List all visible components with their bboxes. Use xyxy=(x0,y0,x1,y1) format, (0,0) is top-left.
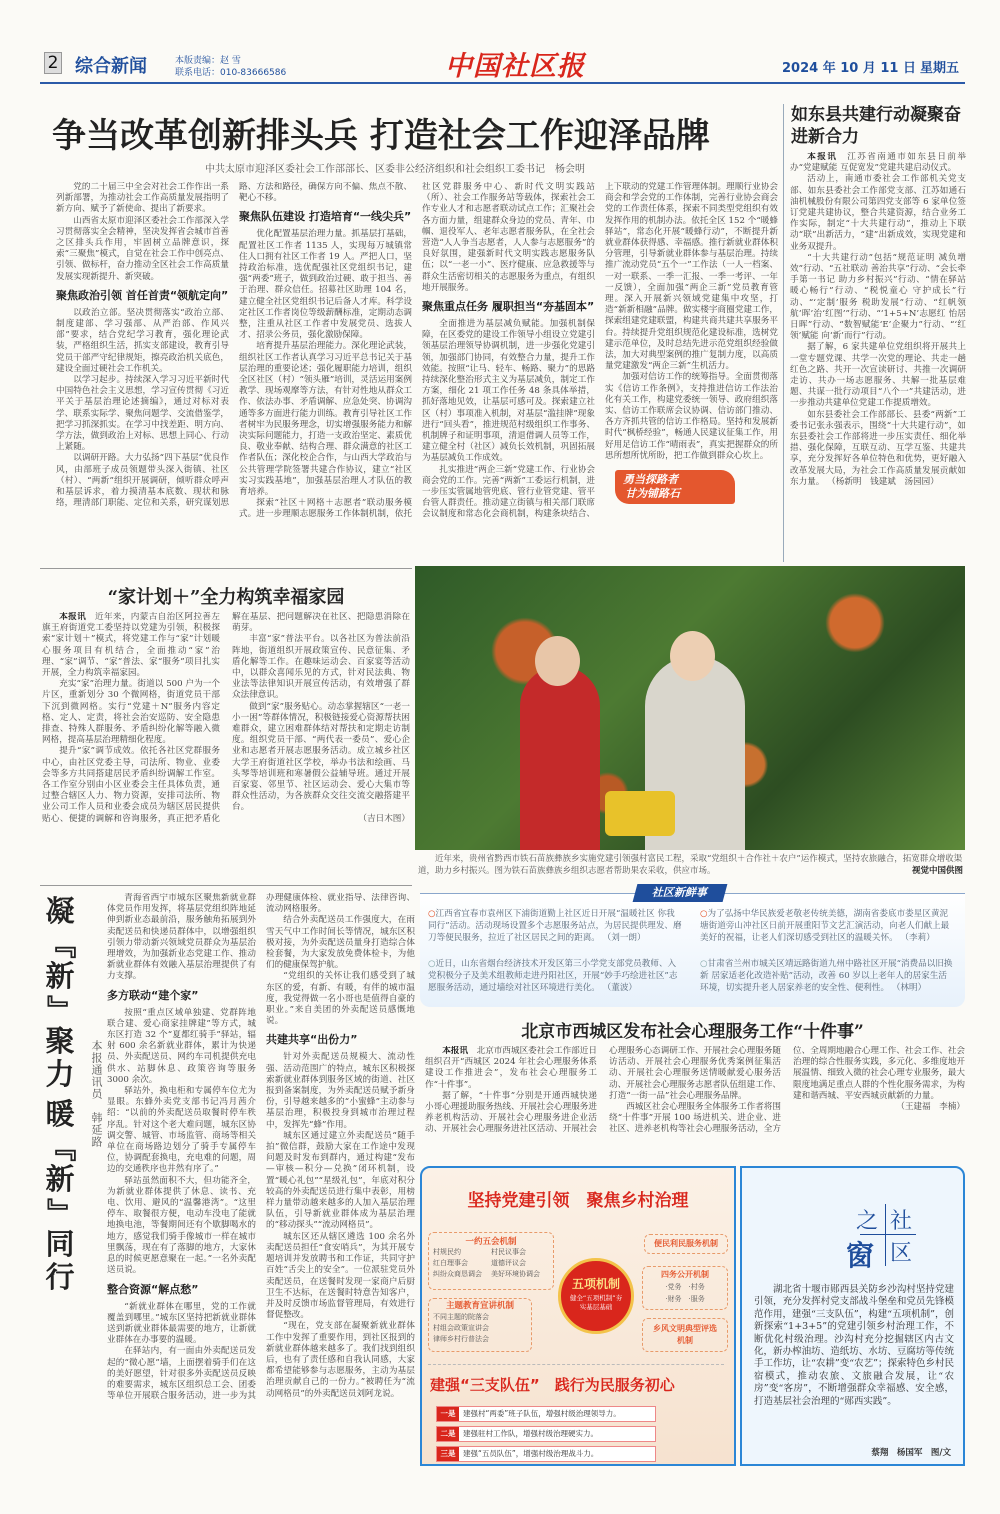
box-item: 村组会政策宣讲会 xyxy=(433,1324,489,1332)
person-left-face xyxy=(535,636,580,686)
team-row xyxy=(436,1426,656,1442)
paragraph: “十大共建行动”包括“规范证明 减负增效”行动、“五社联动 善治共享”行动、“会长牵手第一书记 助力乡村振兴”行动、“情在驿站 暖心畅行”行动、“税悦童心 守护成长”行动、“‘定制’服务 税助发展”行动、“红帆领航‘晖’治‘红图’”行动、“‘1+5+N’志愿红 怡居日晖”行动、“数智赋能‘E’企聚力”行动、“‘红领’赋能 向‘新’而行”行动。 xyxy=(790,252,966,342)
paragraph: 城东区通过建立外卖配送员“随手拍”微信群，鼓励大家在工作途中发现问题及时发布到群内，通过构建“发布—审核—积分—兑换”闭环机制，设置“暖心礼包”“星级礼包”，年底对积分较高的外卖配送员进行集中表彰，用榜样力量带动越来越多的人加入基层治理队伍，引导新就业群体成为基层治理的“移动探头”“流动网格员”。 xyxy=(266,1130,415,1231)
title-char: 『 xyxy=(43,1132,78,1162)
dashed-divider xyxy=(428,1364,724,1365)
family-article-body xyxy=(42,612,410,878)
sidebar-headline: 如东县共建行动凝聚奋进新合力 xyxy=(791,105,961,147)
row-text: 建强村“两委”班子队伍，增强村级治理领导力。 xyxy=(463,1409,621,1418)
title-char: 新 xyxy=(45,959,75,993)
paragraph: “现在，党支部在凝聚新就业群体工作中发挥了重要作用，到社区报到的新就业群体越来越多了。我们找到组织后，也有了责任感和自我认同感，大家都希望能够参与志愿服务，主动为基层治理贡献自己的一份力。”被聘任为“流动网格员”的外卖配送员刘阿龙说。 xyxy=(266,1321,415,1399)
page-number: 2 xyxy=(44,52,62,74)
row-tag: 一是 xyxy=(437,1407,459,1421)
team-row xyxy=(436,1446,656,1462)
paragraph: 江苏省南通市如东县日前举办“党建赋能 互促宽发”党建共建启动仪式。 xyxy=(790,152,966,174)
subheading: 聚焦政治引领 首任首责“领航定向” xyxy=(56,288,229,302)
paragraph: 活动上，南通市委社会工作部机关党支部、如东县委社会工作部党支部、江苏如通石油机械股份有限公司第四党支部等 6 家单位签订党建共建协议，整合共建资源，结合业务工作实际，制定“十大共建行动”，推动上下联动“联”出新活力，“建”出新成效，实现党建和业务双提升。 xyxy=(790,174,966,252)
news-text: 甘肃省兰州市城关区靖远路街道九州中路社区开展“消费品以旧换新 居家适老化改造补贴”活动，改善 60 岁以上老年人的居家生活环境，切实提升老人居家养老的安全性、便利性。 xyxy=(700,959,953,993)
mechanism-box: 便民利民服务机制 xyxy=(644,1234,728,1254)
feature-headline xyxy=(40,895,80,1293)
paragraph: 加强对信访工作的统筹指导。全面贯彻落实《信访工作条例》，支持推进信访工作法治化有关工作，构建党委统一领导、政府组织落实、信访工作联席会议协调、信访部门推动、各方齐抓共管的信访工作格局。坚持和发展新时代“枫桥经验”，畅通人民建议征集工作，用好用足信访工作“晴雨表”，真实把握群众的所思所想所忧所盼，把工作做到群众心坎上。 xyxy=(605,372,778,461)
box-title: 一约五会机制 xyxy=(465,1237,517,1247)
paragraph: 提升“家”调节成效。依托各社区党群服务中心，由社区党委主导，司法所、物业、业委会等多方共同搭建居民矛盾纠纷调解工作室。各工作室分别由小区业委会主任具体负责，通过整合辖区人力、物力资源，安排司法所、物业公司工作人员和业委会成员为辖区居民提供贴心、便捷的调解和咨询服务，真正把矛盾化解在基层、把问题解决在社区、把隐患消除在萌芽。 xyxy=(42,612,410,824)
beijing-headline: 北京市西城区发布社会心理服务工作“十件事” xyxy=(521,1022,864,1042)
editor: 本版责编：赵 雪 xyxy=(175,56,241,66)
mechanism-box xyxy=(428,1298,532,1352)
paragraph: 以政治立部。坚决贯彻落实“政治立部、制度建部、学习强部、从严治部、作风兴部”要求，结合党纪学习教育，强化理论武装，严格组织生活，抓实支部建设，教育引导党员干部严守纪律规矩，擦亮政治机关底色，建设全面过硬社会工作机关。 xyxy=(56,307,229,374)
person-right-face xyxy=(670,631,715,681)
lead-label: 本报讯 xyxy=(807,152,838,162)
paragraph: 西城区社会心理服务全体服务工作者将围绕“十件事”开展 100 场进机关、进企业、进社区、进养老机构等社会心理服务活动，全方位、全周期地融合心理工作、社会工作、社会治理的综合性服务实践，多元化、多维度地开展温情、细致入微的社会心理专业服务，最大限度地满足重点人群的个性化服务需求，为构建和谐西城、平安西城贡献新的力量。 xyxy=(609,1046,965,1135)
paragraph: “新就业群体在哪里，党的工作就覆盖到哪里。”城东区坚持把新就业群体送到新就业群体最需要的地方，让新就业群体在办事要的温暖。 xyxy=(107,1301,256,1346)
paragraph: 党的二十届三中全会对社会工作作出一系列新部署，为推动社会工作高质量发展指明了新方向、赋予了新使命、提出了新要求。 xyxy=(56,182,229,215)
box-title: 主题教育宣讲机制 xyxy=(445,1301,514,1311)
feature-article-body xyxy=(107,893,415,1507)
phone: 联系电话：010-83666586 xyxy=(175,68,287,78)
infographic-subtitle: 建强“三支队伍” 践行为民服务初心 xyxy=(430,1376,675,1394)
title-char: 同 xyxy=(45,1227,75,1261)
beijing-article-body xyxy=(425,1046,965,1162)
circle-title: 五项机制 xyxy=(571,1277,620,1291)
row-text: 建强“五员队伍”，增强村级治理战斗力。 xyxy=(463,1449,599,1458)
stamp-line: 甘为铺路石 xyxy=(625,487,680,501)
credit: （杨新明 钱建斌 汤园园） xyxy=(827,476,939,487)
section-name: 综合新闻 xyxy=(75,56,147,77)
news-author: （李莉） xyxy=(900,933,935,943)
news-item: ○甘肃省兰州市城关区靖远路街道九州中路社区开展“消费品以旧换新 居家适老化改造补贴”活动，改善 60 岁以上老年人的居家生活环境，切实提升老人居家养老的安全性、便利性。 （林明） xyxy=(700,959,953,993)
rule xyxy=(40,568,412,569)
paragraph: 丰富“家”普法平台。以各社区为普法前沿阵地，街道组织开展政策宣传、民意征集、矛盾化解等工作。在趣味运动会、百家宴等活动中，以群众喜闻乐见的方式，针对民法典、物业法等法律知识开展宣传活动，有效增强了群众法律意识。 xyxy=(232,634,410,701)
page-header xyxy=(40,50,965,84)
paragraph: 探索“社区＋网格＋志愿者”联动服务模式。进一步理顺志愿服务工作体制机制，依托社区党群服务中心、新时代文明实践站（所）、社会工作服务站等载体，探索社会工作专业人才和志愿者联动试点工作；汇聚社会各方面力量，组建群众身边的党员、青年、巾帼、退役军人、老年志愿者服务队，在全社会营造“人人争当志愿者，人人参与志愿服务”的良好氛围，建强新时代文明实践志愿服务队伍；以“一老一小”、医疗健康、应急救援等与群众生活密切相关的志愿服务为重点，有组织地开展服务。 xyxy=(239,182,595,520)
box-item: 村规民约 xyxy=(433,1248,461,1256)
mechanism-box: 四务公开机制 ·党务 ·村务 ·财务 ·服务 xyxy=(642,1266,728,1310)
window-credit: 蔡翔 杨国军 图/文 xyxy=(871,1448,951,1458)
row-text: 建强驻村工作队，增强村级治理硬实力。 xyxy=(463,1429,598,1438)
paragraph: 近年来，内蒙古自治区阿拉善左旗王府街道党工委坚持以党建为引领，积极探索“家计划＋”模式，将党建工作与“家”计划暖心服务项目有机结合，全面推动“家”治理、“家”调节、“家”普法、家“服务”项目扎实开展，全力构筑幸福家园。 xyxy=(42,612,220,679)
feature-byline: 本报通讯员 韩延路 xyxy=(90,1040,103,1148)
paragraph: 培育提升基层治理能力。深化理论武装，组织社区工作者认真学习习近平总书记关于基层治理的重要论述；强化履职能力培训，组织全区社区（村）“领头雁”培训，灵活运用案例教学、现场观摩等方法，有针对性地从群众工作、依法办事、矛盾调解、应急处突、协调沟通等多方面进行能力训练。教育引导社区工作者树牢为民服务理念，切实增强服务能力和解决实际问题能力，打造一支政治坚定、素质优良、敬业奉献、结构合理、群众满意的社区工作者队伍；深化校企合作，与山西大学政治与公共管理学院签署共建合作协议，建立“社区实习实践基地”，加强基层治理人才队伍的教育培养。 xyxy=(239,341,412,498)
paragraph: 城东区还从辖区遴选 100 余名外卖配送员担任“食安哨兵”，为其开展专题培训并发放聘书和工作证，共同守护百姓“舌尖上的安全”。一位派驻党员外卖配送员，在送餐时发现一家商户后厨卫生不达标，在送餐时特意告知客户，并及时反馈市场监督管理局，有效进行督促整改。 xyxy=(266,1231,415,1321)
photo-credit: 视觉中国供图 xyxy=(911,866,963,876)
logo-char: 区 xyxy=(890,1241,913,1266)
title-char: 暖 xyxy=(45,1097,75,1131)
paragraph: 青海省西宁市城东区聚焦新就业群体党员作用发挥，将基层党组织阵地延伸到新业态最前沿，服务触角拓展到外卖配送员和快递员群体中，以增强组织引领力带动新兴领域党员群众为基层治理增效，为加强新业态党建工作、推动新就业群体有效融入基层治理提供了有力支撑。 xyxy=(107,893,256,982)
subheading: 整合资源“解点愁” xyxy=(107,1282,199,1296)
paragraph: 据了解，6 家共建单位党组织将开展共上一堂专题党课、共学一次党的理论、共走一趟红色之路、共开一次宣读研讨、共推一次调研走访、共办一场志愿服务、共解一批基层难题、共谋一批行动项目“八个一”共建活动，进一步推动共建单位党建工作提质增效。 xyxy=(790,342,966,409)
box-title: 四务公开机制 xyxy=(661,1270,709,1279)
paragraph: 北京市西城区委社会工作部近日组织召开“西城区 2024 年社会心理服务体系建设工作推进会”，发布社会心理服务工作“十件事”。 xyxy=(425,1046,597,1090)
person-left xyxy=(520,666,600,850)
lead-label: 本报讯 xyxy=(59,612,87,622)
main-headline: 争当改革创新排头兵 打造社会工作迎泽品牌 xyxy=(52,116,710,156)
weekday: 星期五 xyxy=(920,61,960,76)
paragraph: 针对外卖配送员规模大、流动性强、活动范围广的特点，城东区积极探索新就业群体到服务区域的街道、社区报到备案制度，为外卖配送员赋予新身份，引导越来越多的“小蜜蜂”主动参与基层治理，积极投身到城市治理过程中，发挥先“蜂”作用。 xyxy=(266,1052,415,1130)
sidebar-article-body xyxy=(790,152,966,564)
box-item: 纠纷众商恳调会 xyxy=(433,1270,482,1278)
credit: （王建福 李楠） xyxy=(896,1102,965,1113)
fruit-basket xyxy=(605,791,675,836)
lead-label: 本报讯 xyxy=(442,1046,468,1056)
paragraph: 做到“家”服务贴心。动态掌握辖区“一老一小一困”等群体情况，积极链接爱心资源帮扶困难群众，建立困难群体结对帮扶和定期走访制度。组织党员干部、“两代表一委员”、爱心企业和志愿者开展志愿服务活动。成立城乡社区大学王府街道社区学校，举办书法和绘画、马头琴等培训班和寒暑假公益辅导班。通过开展百家宴、邻里节、社区运动会、爱心大集市等群众性活动，为各族群众交往交流交融搭建平台。 xyxy=(232,701,410,813)
news-item: ○为了弘扬中华民族爱老敬老传统美德，湖南省娄底市娄星区黄泥塘街道旁山冲社区日前开展重阳节文艺汇演活动，向老人们献上最美好的祝福，让老人们深切感受到社区的温暖关怀。 （李莉） xyxy=(700,909,950,943)
paragraph: 在驿站内，有一面由外卖配送员发起的“微心愿”墙，上面摆着骑手们在这的美好愿望，针对很多外卖配送员反映的难要需求，城东区组织总工会、团委等单位开展联合服务活动，进一步为其办理健康体检、就业指导、法律咨询、流动网格服务。 xyxy=(107,893,415,1402)
box-item: 党务 xyxy=(667,1283,682,1291)
box-item: 财务 xyxy=(667,1295,682,1303)
paragraph: 据了解，“十件事”分别是开通西城快递小哥心理援助服务热线、开展社会心理服务进养老机构活动、开展社会心理服务进企业活动、开展社会心理服务进社区活动、开展社会心理服务心态调研工作、开展社会心理服务随访活动、开展社会心理服务优秀案例征集活动、开展社会心理服务送情暖献爱心服务活动、开展社会心理服务志愿者队伍组建工作、打造“一街一品”社会心理服务品牌。 xyxy=(425,1046,781,1135)
box-item: 服务 xyxy=(690,1295,705,1303)
circle-subtitle: 健全“五项机制”夯实基层基础 xyxy=(569,1294,623,1311)
paragraph: 全面推进为基层减负赋能。加强机制保障，在区委党的建设工作领导小组设立党建引领基层治理领导协调机制，进一步强化党建引领，加强部门协同，有效整合力量，提升工作效能。按照“让马、轻车、畅路、聚力”的思路持续深化整治形式主义为基层减负，制定工作方案，细化 21 项工作任务 48 条具体举措，抓好落地见效，让基层可感可及。探索建立社区（村）事项准入机制，对基层“滥挂牌”现象进行“回头看”，推进规范村级组织工作事务、机制牌子和证明事项，清退借调人员等工作，建立健全村（社区）减负长效机制，巩固拓展为基层减负工作成效。 xyxy=(422,319,595,464)
title-char: 』 xyxy=(43,1197,78,1227)
subheading: 聚焦重点任务 履职担当“夯基固本” xyxy=(422,300,595,314)
news-text: 为了弘扬中华民族爱老敬老传统美德，湖南省娄底市娄星区黄泥塘街道旁山冲社区日前开展重阳节文艺汇演活动，向老人们献上最美好的祝福，让老人们深切感受到社区的温暖关怀。 xyxy=(700,909,950,943)
harvest-photo xyxy=(415,566,965,850)
team-row xyxy=(436,1406,656,1422)
infographic-title: 坚持党建引领 聚焦乡村治理 xyxy=(467,1191,689,1211)
title-char: 聚 xyxy=(45,1024,75,1058)
logo-char: 窗 xyxy=(846,1239,875,1272)
paragraph: “党组织的关怀让我们感受到了城东区的爱，有新、有暖，有伴的城市温度，我觉得做一名小哥也是值得自豪的职业。”来自美团的外卖配送员感慨地说。 xyxy=(266,971,415,1027)
family-headline: “家计划＋”全力构筑幸福家园 xyxy=(107,587,345,608)
window-text: 湖北省十堰市郧西县关防乡沙沟村坚持党建引领，充分发挥村党支部战斗堡垒和党员先锋模范作用，建强“三支队伍”，构建“五项机制”，创新探索“1+3+5”的党建引领乡村治理工作，不断优化村级治理。沙沟村充分挖掘辖区内古文化，新办榨油坊、造纸坊、水坊、豆腐坊等传统手工作坊，让“农耕”变“农艺”；探索特色乡村民宿模式，推动农旅、文旅融合发展，让“农房”变“客房”，不断增强群众幸福感、安全感，打造基层社会治理的“郧西实践”。 xyxy=(754,1284,954,1407)
governance-infographic xyxy=(420,1166,736,1466)
news-author: （董波） xyxy=(602,983,638,993)
paragraph: 如东县委社会工作部部长、县委“两新”工委书记张永强表示，围绕“十大共建行动”，如东县委社会工作部将进一步压实责任、细化举措、强化保障，互联互动、互学互鉴、共建共享，充分发挥好各单位特色和优势，更好融入改革发展大局，为社会工作高质量发展贡献如东力量。 xyxy=(790,409,966,487)
community-news-banner: 社区新鲜事 xyxy=(633,884,728,902)
subheading: 聚焦队伍建设 打造培育“一线尖兵” xyxy=(239,210,412,224)
subheading: 多方联动“建个家” xyxy=(107,988,199,1002)
box-item: 美好环境协调会 xyxy=(491,1270,540,1278)
row-tag: 二是 xyxy=(437,1427,459,1441)
window-logo xyxy=(846,1204,922,1274)
box-item: 红白理事会 xyxy=(433,1259,468,1267)
photo-caption xyxy=(418,853,963,877)
rule xyxy=(40,885,412,886)
paragraph: 驿站虽然面积不大，但功能齐全，为新就业群体提供了休息、读书、充电、饮用、避风的“温馨港湾”。“这里停车、取餐很方便，电动车没电了能就地换电池，等餐期间还有个歇脚喝水的地方，感觉我们骑手像城市一样在城市里飘荡，现在有了落脚的地方，大家休息的时候更愿意聚在一起。”一名外卖配送员说。 xyxy=(107,1175,256,1276)
news-item: ○近日，山东省烟台经济技术开发区第三小学党支部党员教师、入党积极分子及美术组教师走进丹阳社区，开展“妙手巧绘进社区”志愿服务活动，通过墙绘对社区环境进行美化。 （董波） xyxy=(428,959,678,993)
paragraph: 优化配置基层治理力量。抓基层打基础，配置社区工作者 1135 人，实现每万城镇常住人口拥有社区工作者 19 人。严把人口，坚持政治标准，选优配强社区党组织书记，建强“两委”班子，做到政治过硬、敢于担当、善于治理、群众信任。招募社区助理 104 名，建立健全社区党组织书记后备人才库。科学设定社区工作者岗位等级薪酬标准，定期动态调整，注重从社区工作者中发展党员、选拔人才、招录公务员，强化激励保障。 xyxy=(239,229,412,341)
credit: （吉日木图） xyxy=(358,813,410,824)
logo-char: 之 xyxy=(856,1209,879,1234)
masthead-logo: 中国社区报 xyxy=(445,51,585,82)
box-item: 村务 xyxy=(690,1283,705,1291)
paragraph: 以调研开路。大力弘扬“四下基层”优良作风，由部班子成员领题带头深入街镇、社区（村）、“两新”组织开展调研，倾听群众呼声和基层诉求，着力摸清基本底数、现状和脉络，理清部门职能、定位和关系，研究谋划思路、方法和路径，确保方向不偏、焦点不散、靶心不移。 xyxy=(56,182,412,509)
news-item: ○江西省宜春市袁州区下浦街道勤上社区近日开展“温暖社区 你我同行”活动。活动现场设置多个志愿服务站点，为居民提供理发、磨刀等便民服务，拉近了社区居民之间的距离。 （刘一朗） xyxy=(428,909,682,943)
main-article-body xyxy=(56,182,778,564)
box-item: 不同主题的院落会 xyxy=(433,1313,489,1321)
title-char: 凝 xyxy=(45,894,75,928)
title-char: 行 xyxy=(45,1259,75,1294)
news-author: （刘一朗） xyxy=(602,933,646,943)
logo-char: 社 xyxy=(890,1209,913,1234)
title-char: 『 xyxy=(43,929,78,959)
title-char: 』 xyxy=(43,994,78,1024)
date: 2024 年 10 月 11 日 xyxy=(782,61,916,76)
paragraph: 扎实推进“两企三新”党建工作、行业协会商会党的工作。完善“两新”工委运行机制，进一步压实管属地管兜底、管行业管党建、管平台管人群责任。推动建立街镇与相关部门联席会议制度和常态化会商机制，构建条块结合、上下联动的党建工作管理体制。理顺行业协会商会和学会党的工作体制，完善行业协会商会党的工作责任体系，探索不同类型党组织有效发挥作用的机制办法。依托全区 152 个“暖蜂驿站”，常态化开展“暖蜂行动”，不断提升新就业群体获得感、幸福感。推行新就业群体积分管理，引导新就业群体参与基层治理。持续推广流动党员“五个一”工作法（一人一档案、一对一联系、一季一汇报、一季一考评、一年一反馈），全面加强“两企三新”党员教育管理。深入开展新兴领域党建集中攻坚，打造“新新相融”品牌。做实楼宇商圈党建工作，探索组建党建联盟，构建共商共建共享服务平台。持续提升党组织规范化建设标准，选树党建示范单位，及时总结先进示范党组织经验做法，加大对典型案例的推广复制力度，以高质量党建激发“两企三新”生机活力。 xyxy=(422,182,778,520)
five-mechanisms-circle xyxy=(558,1258,634,1334)
row-tag: 三是 xyxy=(437,1447,459,1461)
caption-text: 近年来，贵州省黔西市铁石苗族彝族乡实施党建引领强村富民工程，采取“党组织＋合作社＋农户”运作模式，坚持农旅融合，拓宽群众增收渠道，助力乡村振兴。图为铁石苗族彝族乡组织志愿者帮助果农采收，供应市场。 xyxy=(418,854,963,876)
main-byline: 中共太原市迎泽区委社会工作部部长、区委非公经济组织和社会组织工委书记 杨会明 xyxy=(205,164,585,175)
community-window-box xyxy=(740,1166,965,1466)
paragraph: 山西省太原市迎泽区委社会工作部深入学习贯彻落实全会精神，坚决发挥省会城市首善之区排头兵作用，牢固树立品牌意识，探索“三聚焦”模式，自觉在社会工作中创亮点、引领、做标杆，奋力推动全区社会工作高质量发展实现新提升、新突破。 xyxy=(56,215,229,282)
paragraph: 充实“家”治理力量。街道以 500 户为一个片区，重新划分 30 个微网格，街道党员干部下沉到微网格。实行“党建＋N”服务内容定格、定人、定责，将社会治安巡防、安全隐患排查、特殊人群服务、矛盾纠纷化解等融入微网格，提高基层治理精细化程度。 xyxy=(42,679,220,746)
box-item: 道德评议会 xyxy=(491,1259,526,1267)
box-item: 村民议事会 xyxy=(491,1248,526,1256)
paragraph: 按照“重点区域单独建、党群阵地联合建、爱心商家挂牌建”等方式，城东区打造 32 个“夏都红骑手”驿站，辐射 600 余名新就业群体，累计为快递员、外卖配送员、网约车司机提供充电供水、站脚休息、政策咨询等服务 3000 余次。 xyxy=(107,1007,256,1085)
paragraph: 驿站外，换电柜和专属停车位尤为显眼。东蜂外卖党支部书记冯月茜介绍：“以前的外卖配送员取餐时停车秩序乱。针对这个老大难问题，城东区协调交警、城管、市场监管、商场等相关单位在商场路边划分了骑手专属停车位，协调配套换电，充电难的问题，周边的交通秩序也井然有序了。” xyxy=(107,1086,256,1175)
slogan-stamp xyxy=(615,470,735,504)
mechanism-box xyxy=(428,1232,554,1290)
community-news-box xyxy=(420,886,965,1007)
news-text: 江西省宜春市袁州区下浦街道勤上社区近日开展“温暖社区 你我同行”活动。活动现场设置多个志愿服务站点，为居民提供理发、磨刀等便民服务，拉近了社区居民之间的距离。 xyxy=(428,909,682,943)
news-text: 近日，山东省烟台经济技术开发区第三小学党支部党员教师、入党积极分子及美术组教师走进丹阳社区，开展“妙手巧绘进社区”志愿服务活动，通过墙绘对社区环境进行美化。 xyxy=(428,959,678,993)
title-char: 力 xyxy=(45,1056,75,1091)
mechanism-box: 乡风文明典型评选机制 xyxy=(642,1318,728,1352)
paragraph: 以学习起步。持续深入学习习近平新时代中国特色社会主义思想，学习宣传贯彻《习近平关于基层治理论述摘编》，通过对标对表学、联系实际学、聚焦问题学、交流借鉴学，把学习抓深抓实。在学习中找差距、明方向、学方法，做到政治上对标、思想上同心、行动上紧随。 xyxy=(56,375,229,453)
box-item: 律师乡村行普法会 xyxy=(433,1335,489,1343)
sidebar-divider xyxy=(783,104,784,562)
stamp-line: 勇当探路者 xyxy=(623,473,678,487)
news-author: （林明） xyxy=(891,983,927,993)
subheading: 共建共享“出份力” xyxy=(266,1033,358,1047)
paragraph: 结合外卖配送员工作强度大，在雨雪天气中工作时间长等情况，城东区积极对接，为外卖配送员量身打造综合体检套餐，为大家发放免费体检卡，为他们的健康保驾护航。 xyxy=(266,915,415,971)
title-char: 新 xyxy=(45,1162,75,1196)
